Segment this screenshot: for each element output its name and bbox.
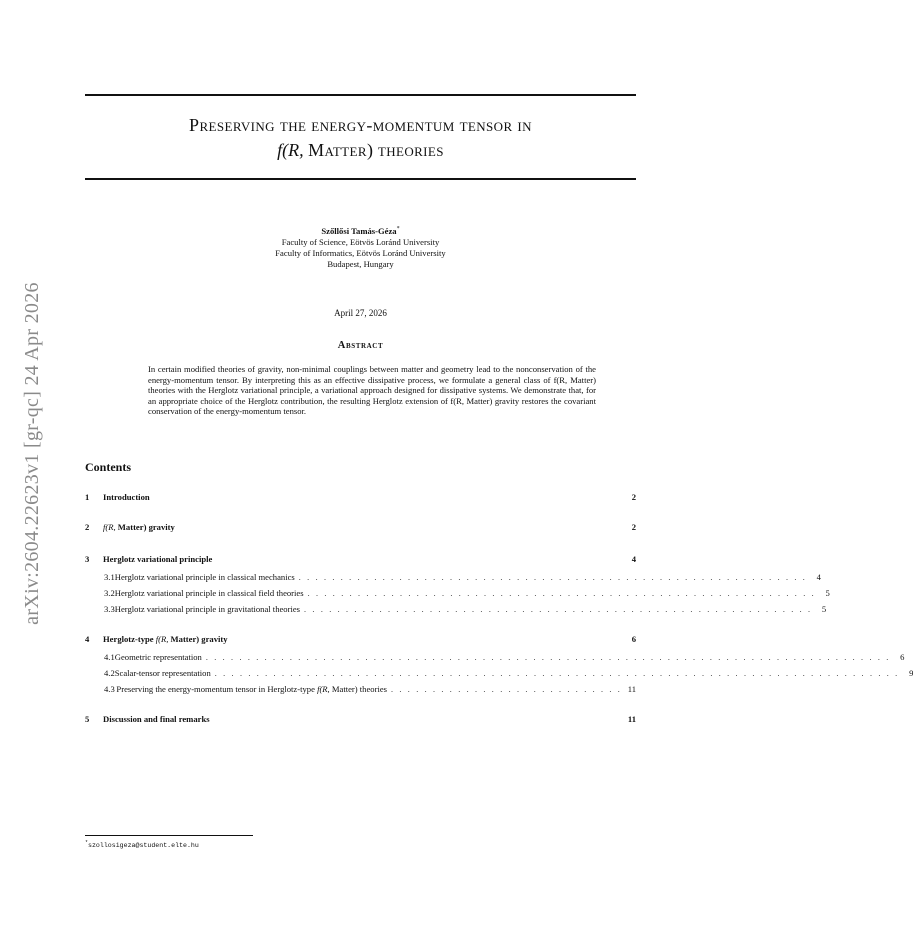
toc-number: 5 <box>85 714 90 724</box>
affiliation-2: Faculty of Informatics, Eötvös Loránd University <box>275 247 446 258</box>
toc-page: 5 <box>821 604 827 614</box>
toc-entry[interactable] <box>85 714 636 726</box>
contents-heading: Contents <box>85 460 132 474</box>
toc-page: 11 <box>627 714 636 724</box>
author-footnote-mark: * <box>396 226 400 232</box>
toc-entry[interactable] <box>85 588 830 600</box>
toc-entry[interactable] <box>85 492 636 504</box>
toc-number: 4.3 <box>104 684 115 694</box>
toc-page: 4 <box>631 554 636 564</box>
toc-entry[interactable] <box>85 652 905 664</box>
toc-page: 9 <box>909 668 913 678</box>
toc-page: 4 <box>816 572 821 582</box>
toc-label: Preserving the energy-momentum tensor in Herglotz-type f(R, Matter) theories <box>116 684 387 694</box>
toc-number: 3.1 <box>104 572 115 582</box>
title-math: f(R, <box>277 140 309 160</box>
toc-label: Herglotz variational principle in gravitational theories <box>114 604 301 614</box>
author-line <box>85 224 636 237</box>
toc-entry[interactable] <box>85 604 827 616</box>
toc-number: 4 <box>85 634 90 644</box>
title-matter: Matter <box>308 140 367 160</box>
toc-leader-dots: . . . . . . . . . . . . . . . . . . . . . . . . . . . . <box>391 685 622 694</box>
toc-leader-dots: . . . . . . . . . . . . . . . . . . . . . . . . . . . . . . . . . . . . . . . . . . . . . . . . . . . . . . . . . . . . . <box>307 589 816 598</box>
title-bottom-rule <box>85 178 636 180</box>
author-name: Szőllősi Tamás-Géza <box>321 225 397 236</box>
arxiv-side-stamp <box>10 262 54 644</box>
toc-number: 4.2 <box>104 668 115 678</box>
title-theories: theories <box>372 140 444 160</box>
author-block <box>85 224 636 270</box>
toc-label: Herglotz variational principle in classical field theories <box>114 588 304 598</box>
toc-entry[interactable] <box>85 522 636 534</box>
toc-leader-dots: . . . . . . . . . . . . . . . . . . . . . . . . . . . . . . . . . . . . . . . . . . . . . . . . . . . . . . . . . . . . . <box>298 573 807 582</box>
toc-entry[interactable] <box>85 554 636 566</box>
arxiv-identifier: arXiv:2604.22623v1 [gr-qc] 24 Apr 2026 <box>20 281 43 625</box>
toc-entry[interactable] <box>85 684 636 696</box>
toc-number: 3 <box>85 554 90 564</box>
toc-page: 5 <box>825 588 830 598</box>
toc-label: f(R, Matter) gravity <box>103 522 175 532</box>
title-top-rule <box>85 94 636 96</box>
toc-number: 2 <box>85 522 90 532</box>
toc-leader-dots: . . . . . . . . . . . . . . . . . . . . . . . . . . . . . . . . . . . . . . . . . . . . . . . . . . . . . . . . . . . . . . . . . . . . . . . . . . . . . . . . . . <box>205 653 891 662</box>
abstract-heading: Abstract <box>337 340 384 351</box>
toc-page: 2 <box>631 522 636 532</box>
toc-label: Herglotz variational principle <box>103 554 213 564</box>
toc-entry[interactable] <box>85 668 913 680</box>
toc-label: Herglotz-type f(R, Matter) gravity <box>103 634 228 644</box>
footnote-mark: * <box>85 840 89 846</box>
toc-label: Discussion and final remarks <box>103 714 210 724</box>
title-line-2 <box>85 138 636 163</box>
toc-page: 6 <box>900 652 905 662</box>
toc-leader-dots: . . . . . . . . . . . . . . . . . . . . . . . . . . . . . . . . . . . . . . . . . . . . . . . . . . . . . . . . . . . . . <box>304 605 813 614</box>
toc-leader-dots: . . . . . . . . . . . . . . . . . . . . . . . . . . . . . . . . . . . . . . . . . . . . . . . . . . . . . . . . . . . . . . . . . . . . . . . . . . . . . . . . . . <box>214 669 900 678</box>
toc-label: Scalar-tensor representation <box>114 668 211 678</box>
toc-page: 11 <box>627 684 636 694</box>
toc-label: Introduction <box>103 492 150 502</box>
paper-date: April 27, 2026 <box>334 308 387 318</box>
toc-entry[interactable] <box>85 572 821 584</box>
toc-number: 1 <box>85 492 90 502</box>
affiliation-3: Budapest, Hungary <box>327 258 394 269</box>
author-email: szollosigeza@student.elte.hu <box>88 842 199 850</box>
toc-page: 6 <box>631 634 636 644</box>
affiliation-1: Faculty of Science, Eötvös Loránd University <box>281 236 440 247</box>
toc-page: 2 <box>631 492 636 502</box>
paper-title <box>85 113 636 163</box>
footnote-rule <box>85 835 253 836</box>
toc-entry[interactable] <box>85 634 636 646</box>
author-email-footnote <box>85 840 199 849</box>
toc-label: Herglotz variational principle in classical mechanics <box>114 572 295 582</box>
toc-number: 4.1 <box>104 652 115 662</box>
toc-number: 3.3 <box>104 604 115 614</box>
title-close-paren: ) <box>366 140 373 160</box>
abstract-text: In certain modified theories of gravity, non-minimal couplings between matter and geometry lead to the nonconservation of the energy-momentum tensor. By interpreting this as an effective dissipative process, we formulate a general class of f(R, Matter) theories with the Herglotz variational principle, a variational approach designed for dissipative systems. We demonstrate that, for an appropriate choice of the Herglotz contribution, the resulting Herglotz extension of f(R, Matter) gravity restores the covariant conservation of the energy-momentum tensor. <box>148 364 596 417</box>
title-line-1: Preserving the energy-momentum tensor in <box>189 115 532 135</box>
toc-number: 3.2 <box>104 588 115 598</box>
toc-label: Geometric representation <box>114 652 202 662</box>
